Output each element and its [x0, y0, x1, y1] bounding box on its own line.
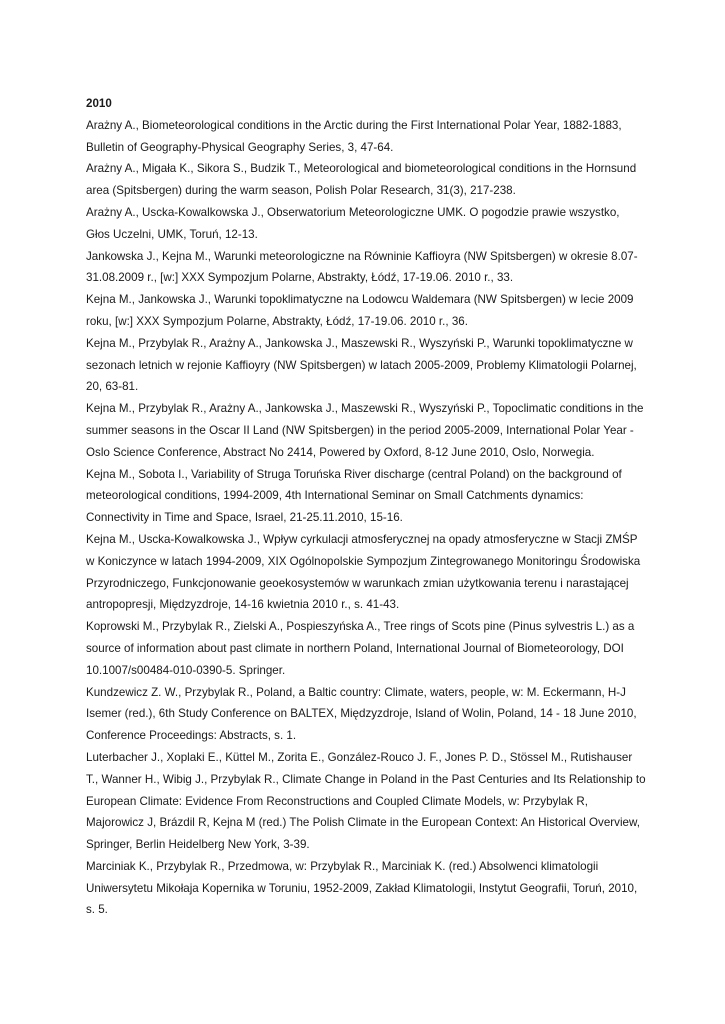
reference-list: [86, 115, 646, 921]
reference-item: Kejna M., Sobota I., Variability of Struga Toruńska River discharge (central Poland) on the background of meteorological conditions, 1994-2009, 4th International Seminar on Small Catchments dynamics: Connectivity in Time and Space, Israel, 21-25.11.2010, 15-16.: [86, 467, 622, 525]
reference-item: Jankowska J., Kejna M., Warunki meteorologiczne na Równinie Kaffioyra (NW Spitsbergen) w okresie 8.07-31.08.2009 r., [w:] XXX Sympozjum Polarne, Abstrakty, Łódź, 17-19.06. 2010 r., 33.: [86, 249, 638, 285]
reference-item: Kejna M., Jankowska J., Warunki topoklimatyczne na Lodowcu Waldemara (NW Spitsbergen) w lecie 2009 roku, [w:] XXX Sympozjum Polarne, Abstrakty, Łódź, 17-19.06. 2010 r., 36.: [86, 293, 634, 328]
year-heading: 2010: [86, 97, 112, 110]
reference-item: Koprowski M., Przybylak R., Zielski A., Pospieszyńska A., Tree rings of Scots pine (Pinus sylvestris L.) as a source of information about past climate in northern Poland, International Journal of Biometeorology, DOI 10.1007/s00484-010-0390-5. Springer.: [86, 620, 635, 677]
reference-item: Arażny A., Biometeorological conditions in the Arctic during the First International Polar Year, 1882-1883, Bulletin of Geography-Physical Geography Series, 3, 47-64.: [86, 118, 622, 154]
reference-item: Luterbacher J., Xoplaki E., Küttel M., Zorita E., González-Rouco J. F., Jones P. D., Stössel M., Rutishauser T., Wanner H., Wibig J., Przybylak R., Climate Change in Poland in the Past Centuries and Its Relationship to European Climate: Evidence From Reconstructions and Coupled Climate Models, w: Przybylak R, Majorowicz J, Brázdil R, Kejna M (red.) The Polish Climate in the European Context: An Historical Overview, Springer, Berlin Heidelberg New York, 3-39.: [86, 750, 646, 852]
reference-item: Kejna M., Przybylak R., Arażny A., Jankowska J., Maszewski R., Wyszyński P., Topoclimatic conditions in the summer seasons in the Oscar II Land (NW Spitsbergen) in the period 2005-2009, International Polar Year - Oslo Science Conference, Abstract No 2414, Powered by Oxford, 8-12 June 2010, Oslo, Norwegia.: [86, 402, 644, 459]
reference-item: Kundzewicz Z. W., Przybylak R., Poland, a Baltic country: Climate, waters, people, w: M. Eckermann, H-J Isemer (red.), 6th Study Conference on BALTEX, Międzyzdroje, Island of Wolin, Poland, 14 - 18 June 2010, Conference Proceedings: Abstracts, s. 1.: [86, 685, 637, 743]
reference-item: Marciniak K., Przybylak R., Przedmowa, w: Przybylak R., Marciniak K. (red.) Absolwenci klimatologii Uniwersytetu Mikołaja Kopernika w Toruniu, 1952-2009, Zakład Klimatologii, Instytut Geografii, Toruń, 2010, s. 5.: [86, 859, 638, 917]
document-page: [86, 93, 646, 921]
reference-item: Arażny A., Uscka-Kowalkowska J., Obserwatorium Meteorologiczne UMK. O pogodzie prawie wszystko, Głos Uczelni, UMK, Toruń, 12-13.: [86, 205, 620, 241]
reference-item: Arażny A., Migała K., Sikora S., Budzik T., Meteorological and biometeorological conditions in the Hornsund area (Spitsbergen) during the warm season, Polish Polar Research, 31(3), 217-238.: [86, 162, 637, 198]
reference-item: Kejna M., Uscka-Kowalkowska J., Wpływ cyrkulacji atmosferycznej na opady atmosferyczne w Stacji ZMŚP w Koniczynce w latach 1994-2009, XIX Ogólnopolskie Sympozjum Zintegrowanego Monitoringu Środowiska Przyrodniczego, Funkcjonowanie geoekosystemów w warunkach zmian użytkowania terenu i narastającej antropopresji, Międzyzdroje, 14-16 kwietnia 2010 r., s. 41-43.: [86, 532, 641, 612]
reference-item: Kejna M., Przybylak R., Arażny A., Jankowska J., Maszewski R., Wyszyński P., Warunki topoklimatyczne w sezonach letnich w rejonie Kaffioyry (NW Spitsbergen) w latach 2005-2009, Problemy Klimatologii Polarnej, 20, 63-81.: [86, 336, 637, 394]
